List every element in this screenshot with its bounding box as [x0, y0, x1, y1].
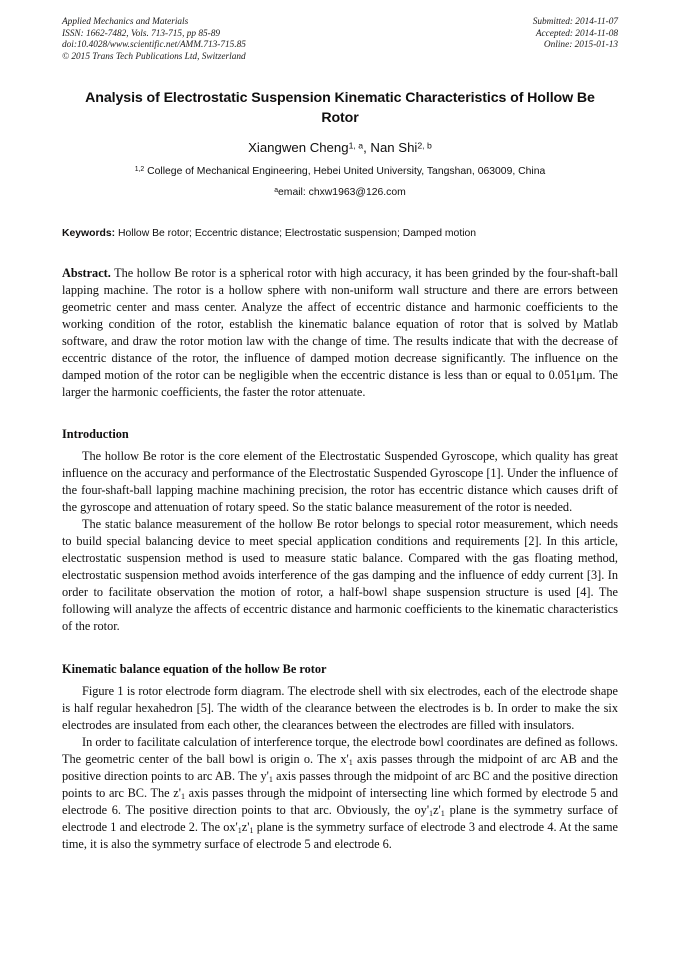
author-separator: , — [363, 140, 371, 156]
keywords-label: Keywords: — [62, 228, 116, 240]
author-name-2: Nan Shi — [370, 140, 418, 156]
subscript-y1: 1 — [268, 775, 273, 785]
journal-metadata-left — [62, 17, 246, 63]
date-online: Online: 2015-01-13 — [543, 40, 618, 51]
affiliation-marks: 1,2 — [134, 166, 145, 174]
subscript-ox1: 1 — [237, 826, 242, 836]
math-para-part-1: In order to facilitate calculation of interference torque, the electrode bowl coordinates are defined as follows. The geometric center of the ball bowl is origin o. The x' — [62, 735, 618, 767]
author-affiliation — [62, 165, 618, 179]
kinematic-paragraph-2-with-math — [62, 734, 618, 853]
math-para-part-4: axis passes through the midpoint of intersecting line which formed by electrode 5 and electrode 6. The positive direction points to that arc. Obviously, the oy' — [62, 786, 618, 818]
math-para-part-6: plane is the symmetry surface of electrode 1 and electrode 2. The ox' — [62, 803, 618, 835]
subscript-z1-c: 1 — [249, 826, 254, 836]
subscript-x1: 1 — [348, 758, 353, 768]
publication-dates-right — [533, 17, 618, 52]
subscript-oy1: 1 — [429, 809, 434, 819]
paper-title: Analysis of Electrostatic Suspension Kinematic Characteristics of Hollow Be Rotor — [85, 90, 595, 126]
math-para-part-5: z' — [433, 803, 441, 818]
author-email-line — [62, 186, 618, 200]
math-para-part-8: plane is the symmetry surface of electrode 3 and electrode 4. At the same time, it is also the symmetry surface of electrode 5 and electrode 6. — [62, 820, 618, 852]
journal-name: Applied Mechanics and Materials — [62, 17, 189, 27]
date-submitted: Submitted: 2014-11-07 — [532, 17, 618, 27]
date-accepted: Accepted: 2014-11-08 — [535, 28, 618, 39]
math-para-part-3: axis passes through the midpoint of arc BC and the positive direction points to arc BC. The z' — [62, 769, 619, 801]
section-heading-kinematic-balance: Kinematic balance equation of the hollow Be rotor — [62, 662, 327, 677]
affiliation-text: College of Mechanical Engineering, Hebei United University, Tangshan, 063009, China — [144, 166, 546, 178]
author-marks-2: 2, b — [417, 140, 432, 151]
abstract-text: The hollow Be rotor is a spherical rotor with high accuracy, it has been grinded by the four-shaft-ball lapping machine. The rotor is a hollow sphere with non-uniform wall structure and there are errors between geometric center and mass center. Analyze the affect of eccentric distance and harmonic coefficients to the working condition of the rotor, establish the kinematic balance equation of rotor that is solved by Matlab software, and draw the rotor motion law with the change of time. The results indicate that with the decrease of eccentric distance of the rotor, the influence of damped motion decrease significantly. The influence on the damped motion of the rotor can be negligible when the eccentric distance is less than or equal to 0.051μm. The larger the harmonic coefficients, the faster the rotor attenuate. — [62, 266, 618, 400]
author-list — [62, 139, 618, 156]
journal-doi: doi:10.4028/www.scientific.net/AMM.713-715.85 — [62, 40, 246, 51]
keywords-line — [62, 227, 618, 241]
journal-issn-volume: ISSN: 1662-7482, Vols. 713-715, pp 85-89 — [62, 28, 221, 39]
math-para-part-7: z' — [241, 820, 250, 835]
author-marks-1: 1, a — [348, 140, 364, 151]
introduction-paragraph-2: The static balance measurement of the hollow Be rotor belongs to special rotor measurement, which needs to build special balancing device to meet special application conditions and requirements [2]. In this article, electrostatic suspension method is used to measure static balance. Compared with the gas floating method, electrostatic suspension method avoids interference of the gas damping and the influence of eddy current [3]. In order to facilitate observation the motion of rotor, a half-bowl shape suspension structure is used [4]. The following will analyze the affects of eccentric distance and harmonic coefficients to the kinematic characteristics of the rotor. — [62, 517, 618, 634]
subscript-z1-b: 1 — [440, 809, 445, 819]
page-content — [62, 17, 618, 853]
keywords-value: Hollow Be rotor; Eccentric distance; Electrostatic suspension; Damped motion — [115, 228, 477, 240]
journal-copyright: © 2015 Trans Tech Publications Ltd, Switzerland — [62, 51, 246, 62]
section-heading-introduction: Introduction — [62, 427, 129, 442]
math-para-part-2: axis passes through the midpoint of arc AB and the positive direction points to arc AB. The y' — [62, 752, 618, 784]
email-marks: a — [274, 187, 279, 195]
kinematic-paragraph-1: Figure 1 is rotor electrode form diagram. The electrode shell with six electrodes, each of the electrode shape is half regular hexahedron [5]. The width of the clearance between the electrodes is b. In order to make the six electrodes are insulated from each other, the clearances between the electrodes are filled with insulators. — [62, 684, 618, 733]
email-text: email: chxw1963@126.com — [278, 187, 406, 199]
introduction-paragraph-1: The hollow Be rotor is the core element of the Electrostatic Suspended Gyroscope, which quality has great influence on the accuracy and performance of the Electrostatic Suspended Gyroscope [1]. Under the influence of the four-shaft-ball lapping machine machining precision, the rotor has eccentric distance which causes drift of the gyroscope and attenuation of rotary speed. So the static balance measurement of the rotor is needed. — [62, 449, 618, 515]
abstract-block — [62, 265, 618, 401]
author-name-1: Xiangwen Cheng — [248, 140, 349, 156]
journal-running-header — [62, 17, 618, 63]
abstract-label: Abstract. — [62, 266, 111, 281]
subscript-z1: 1 — [180, 792, 186, 802]
